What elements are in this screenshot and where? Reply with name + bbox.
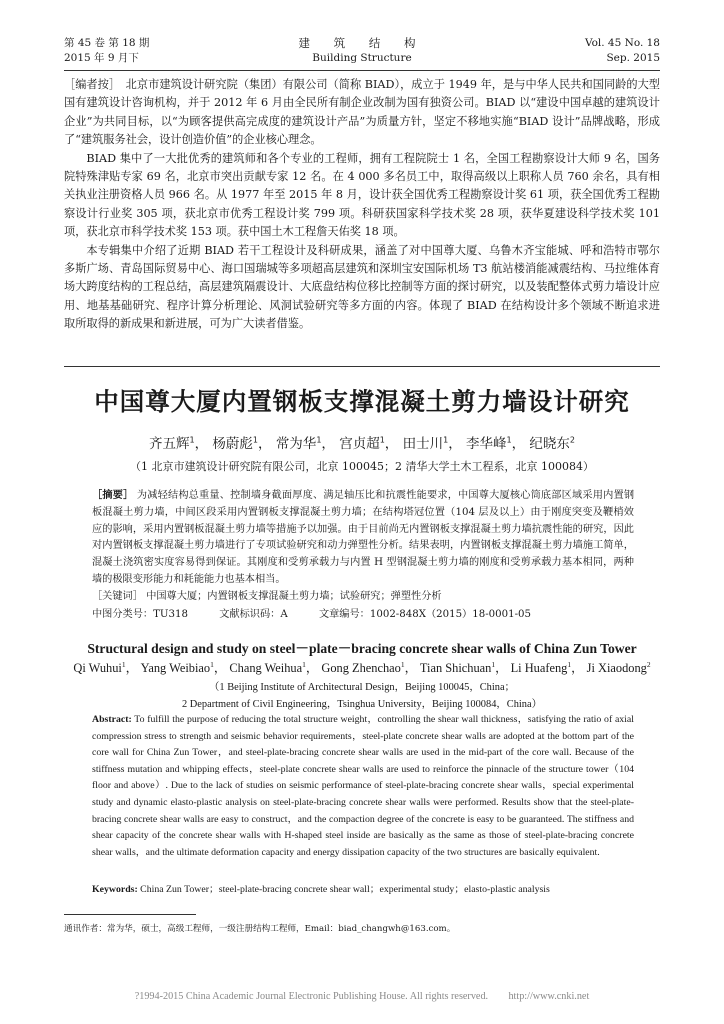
author: 杨蔚彪$^1$ (212, 435, 259, 452)
author: 齐五辉$^1$ (149, 435, 195, 452)
corresponding-author-footnote: 通讯作者：常为华，硕士，高级工程师，一级注册结构工程师，Email：biad_changwh@163.com。 (64, 924, 456, 934)
header-date: 2015 年 9 月下 (64, 52, 139, 64)
header-date-en: Sep. 2015 (606, 52, 660, 64)
running-header (64, 36, 660, 70)
header-rule (64, 70, 660, 71)
keywords-en (92, 882, 634, 898)
keywords-en-label: Keywords: (92, 884, 138, 895)
affiliation-en-2: 2 Department of Civil Engineering，Tsinghua University，Beijing 100084，China） (181, 699, 542, 710)
author: 李华峰$^1$ (465, 435, 512, 452)
author: 田士川$^1$ (402, 435, 449, 452)
author-en: Chang Weihua$^1$ (229, 659, 306, 675)
header-volume-en: Vol. 45 No. 18 (584, 37, 660, 49)
author-en: Li Huafeng$^1$ (510, 659, 572, 675)
keywords-label: ［关键词］ (92, 591, 143, 602)
journal-name-en: Building Structure (312, 52, 412, 64)
editor-note-rule (64, 366, 660, 367)
classification-line (92, 607, 634, 623)
keywords-en-text: China Zun Tower；steel-plate-bracing concrete shear wall；experimental study；elasto-plastic analysis (140, 884, 550, 895)
header-volume: 第 45 卷 第 18 期 (64, 37, 150, 49)
author: 常为华$^1$ (275, 435, 322, 452)
footnote-rule (64, 914, 196, 915)
paper-title-en: Structural design and study on steel－plate－bracing concrete shear walls of China Zun Tower (87, 641, 637, 656)
author-en: Ji Xiaodong$^2$ (586, 659, 651, 675)
keywords-cn (92, 589, 634, 605)
editor-note-paragraph: 本专辑集中介绍了近期 BIAD 若干工程设计及科研成果，涵盖了对中国尊大厦、乌鲁木齐宝能城、呼和浩特市鄂尔多斯广场、青岛国际贸易中心、海口国瑞城等多项超高层建筑和深圳宝安国际机场 T3 航站楼消能减震结构、马拉维体育场大跨度结构的工程总结，高层建筑隔震设计、大底盘结构位移比控制等方面的探讨研究，以及装配整体式剪力墙设计应用、地基基础研究、程序计算分析理论、风洞试验研究等多方面的内容。体现了 BIAD 在结构设计多个领域不断追求进取所取得的新成果和新进展，可为广大读者借鉴。 (64, 243, 660, 331)
editor-note-paragraph: ［编者按］ 北京市建筑设计研究院（集团）有限公司（简称 BIAD），成立于 1949 年，是与中华人民共和国同龄的大型国有建筑设计咨询机构，并于 2012 年 6 月由全民所有制企业改制为国有独资公司。BIAD 以“建设中国卓越的建筑设计企业”为共同目标，以“为顾客提供高完成度的建筑设计产品”为质量方针，坚定不移地实施“BIAD 设计”品牌战略，形成了“建筑服务社会，设计创造价值”的企业核心理念。 (64, 78, 660, 147)
affiliation-en-1: （1 Beijing Institute of Architectural Design，Beijing 100045，China； (209, 682, 515, 693)
document-code: 文献标识码：A (219, 609, 288, 620)
author-en: Qi Wuhui$^1$ (73, 659, 126, 675)
abstract-label: ［摘要］ (92, 489, 134, 501)
article-number: 文章编号：1002-848X（2015）18-0001-05 (318, 609, 531, 620)
author-en: Yang Weibiao$^1$ (140, 659, 214, 675)
header-volume-info-en (585, 36, 660, 66)
author-list: 齐五辉$^1$， 杨蔚彪$^1$， 常为华$^1$， 宫贞超$^1$， 田士川$^1$， 李华峰$^1$， 纪晓东$^2$ (149, 435, 575, 452)
paper-title: 中国尊大厦内置钢板支撑混凝土剪力墙设计研究 (94, 387, 630, 416)
author: 宫贞超$^1$ (339, 435, 385, 452)
abstract-en-label: Abstract: (92, 714, 132, 725)
copyright-notice: ?1994-2015 China Academic Journal Electronic Publishing House. All rights reserved. http://www.cnki.net (134, 991, 590, 1002)
abstract-text: 为减轻结构总重量、控制墙身截面厚度、满足轴压比和抗震性能要求，中国尊大厦核心筒底部区域采用内置钢板混凝土剪力墙，中间区段采用内置钢板支撑混凝土剪力墙；在结构塔冠位置（104 层及以上）由于刚度突变及鞭梢效应的影响，采用内置钢板混凝土剪力墙等措施予以加强。由于目前尚无内置钢板支撑混凝土剪力墙抗震性能的研究，因此对内置钢板支撑混凝土剪力墙进行了专项试验研究和动力弹塑性分析。结果表明，内置钢板支撑混凝土剪力墙施工简单，混凝土浇筑密实度容易得到保证。其刚度和受剪承载力与内置 H 型钢混凝土剪力墙的刚度和受剪承载力基本相同，两种墙的极限变形能力和耗能能力也基本相当。 (92, 490, 635, 585)
abstract-cn (92, 487, 634, 589)
header-journal (64, 36, 660, 66)
author-en: Gong Zhenchao$^1$ (321, 659, 405, 675)
author: 纪晓东$^2$ (529, 435, 575, 452)
abstract-en-text: To fulfill the purpose of reducing the total structure weight，controlling the shear wall thickness，satisfying the ratio of axial compression stress to strength and seismic behavior requirements，steel-plate concrete shear walls are adopted at the bottom part of the core wall for China Zun Tower，and steel-plate-bracing concrete shear walls are used in the mid-part of the core wall. Because of the stiffness mutation and whipping effects，steel-plate concrete shear walls are used to reinforce the pinnacle of the structure tower（104 floor and above）. Due to the lack of studies on seismic performance of steel-plate-bracing concrete shear walls，special experimental study and dynamic elasto-plastic analysis on steel-plate-bracing concrete shear walls were performed. Results show that the steel-plate-bracing concrete shear walls are easy to construct，and the compaction degree of the concrete is easy to be guaranteed. The stiffness and shear capacity of the concrete shear walls with H-shaped steel inside are basically as the same as those of steel-plate-bracing concrete shear walls，and the ultimate deformation capacity and energy dissipation capacity of the two structures are basically equivalent. (92, 714, 634, 858)
clc-number: 中图分类号：TU318 (92, 609, 188, 620)
affiliation: （1 北京市建筑设计研究院有限公司，北京 100045；2 清华大学土木工程系，北京 100084） (130, 460, 594, 473)
editor-note (64, 76, 660, 334)
keywords-text: 中国尊大厦；内置钢板支撑混凝土剪力墙；试验研究；弹塑性分析 (146, 591, 442, 602)
editor-note-paragraph: BIAD 集中了一大批优秀的建筑师和各个专业的工程师，拥有工程院院士 1 名，全国工程勘察设计大师 9 名，国务院特殊津贴专家 69 名，北京市突出贡献专家 12 名。在 4 000 多名员工中，取得高级以上职称人员 760 余名，具有相关执业注册资格人员 966 名。从 1977 年至 2015 年 8 月，设计获全国优秀工程勘察设计奖 61 项，获全国优秀工程勘察设计行业奖 305 项，获北京市优秀工程设计奖 799 项。科研获国家科学技术奖 28 项，获华夏建设科学技术奖 101 项，获北京市科学技术奖 153 项。获中国土木工程詹天佑奖 18 项。 (64, 151, 660, 239)
abstract-en (92, 712, 634, 861)
author-en: Tian Shichuan$^1$ (419, 659, 496, 675)
author-list-en: Qi Wuhui$^1$， Yang Weibiao$^1$， Chang Weihua$^1$， Gong Zhenchao$^1$， Tian Shichuan$^1$， Li Huafeng$^1$， Ji Xiaodong$^2$ (73, 659, 651, 675)
journal-name-cn: 建 筑 结 构 (298, 36, 426, 50)
